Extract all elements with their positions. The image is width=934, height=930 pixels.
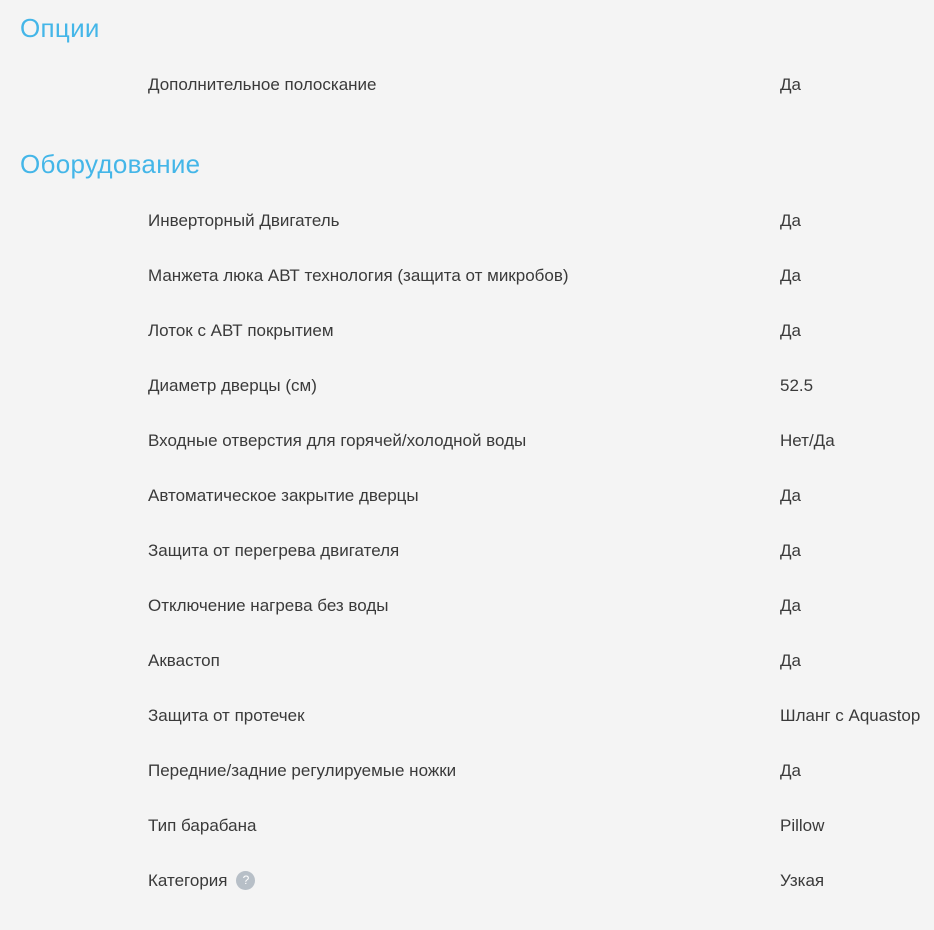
spec-label-text: Входные отверстия для горячей/холодной воды bbox=[148, 430, 527, 450]
help-icon[interactable] bbox=[236, 871, 255, 890]
spec-label bbox=[148, 265, 780, 287]
spec-row bbox=[0, 578, 934, 633]
section-title: Опции bbox=[20, 13, 100, 43]
spec-label-text: Лоток с АВТ покрытием bbox=[148, 320, 334, 340]
spec-row bbox=[0, 468, 934, 523]
spec-label-text: Отключение нагрева без воды bbox=[148, 595, 389, 615]
spec-row bbox=[0, 57, 934, 112]
spec-label-text: Инверторный Двигатель bbox=[148, 210, 340, 230]
spec-label bbox=[148, 870, 780, 892]
spec-label bbox=[148, 540, 780, 562]
help-icon-glyph: ? bbox=[242, 873, 250, 887]
section-rows bbox=[0, 57, 934, 112]
spec-sections bbox=[0, 12, 934, 908]
spec-row bbox=[0, 798, 934, 853]
spec-value: Да bbox=[780, 265, 801, 285]
spec-label bbox=[148, 595, 780, 617]
spec-row bbox=[0, 688, 934, 743]
spec-value: Да bbox=[780, 74, 801, 94]
section-title: Оборудование bbox=[20, 149, 201, 179]
spec-label bbox=[148, 760, 780, 782]
spec-label bbox=[148, 705, 780, 727]
spec-value: Да bbox=[780, 650, 801, 670]
spec-label bbox=[148, 815, 780, 837]
spec-row bbox=[0, 413, 934, 468]
spec-label bbox=[148, 430, 780, 452]
spec-row bbox=[0, 743, 934, 798]
spec-value: Шланг с Aquastop bbox=[780, 705, 921, 725]
spec-value: 52.5 bbox=[780, 375, 814, 395]
spec-label-text: Манжета люка АВТ технология (защита от микробов) bbox=[148, 265, 569, 285]
spec-section bbox=[0, 148, 934, 908]
spec-label-text: Тип барабана bbox=[148, 815, 257, 835]
spec-value: Узкая bbox=[780, 870, 825, 890]
spec-label-text: Защита от перегрева двигателя bbox=[148, 540, 400, 560]
spec-label bbox=[148, 485, 780, 507]
spec-row bbox=[0, 193, 934, 248]
spec-value: Да bbox=[780, 760, 801, 780]
spec-label bbox=[148, 650, 780, 672]
spec-label bbox=[148, 210, 780, 232]
spec-value: Да bbox=[780, 210, 801, 230]
spec-row bbox=[0, 303, 934, 358]
spec-value: Да bbox=[780, 485, 801, 505]
spec-value: Да bbox=[780, 320, 801, 340]
spec-label-text: Дополнительное полоскание bbox=[148, 74, 377, 94]
spec-label-text: Автоматическое закрытие дверцы bbox=[148, 485, 419, 505]
spec-label-text: Передние/задние регулируемые ножки bbox=[148, 760, 457, 780]
spec-value: Pillow bbox=[780, 815, 825, 835]
section-rows bbox=[0, 193, 934, 908]
spec-row bbox=[0, 248, 934, 303]
spec-label-text: Аквастоп bbox=[148, 650, 220, 670]
spec-row bbox=[0, 523, 934, 578]
spec-row bbox=[0, 358, 934, 413]
spec-label bbox=[148, 375, 780, 397]
spec-section bbox=[0, 12, 934, 112]
spec-label-text: Защита от протечек bbox=[148, 705, 305, 725]
spec-label-text: Диаметр дверцы (см) bbox=[148, 375, 317, 395]
spec-value: Нет/Да bbox=[780, 430, 835, 450]
spec-row bbox=[0, 853, 934, 908]
spec-value: Да bbox=[780, 595, 801, 615]
spec-label bbox=[148, 74, 780, 96]
spec-label-text: Категория bbox=[148, 870, 228, 890]
spec-value: Да bbox=[780, 540, 801, 560]
spec-row bbox=[0, 633, 934, 688]
spec-label bbox=[148, 320, 780, 342]
